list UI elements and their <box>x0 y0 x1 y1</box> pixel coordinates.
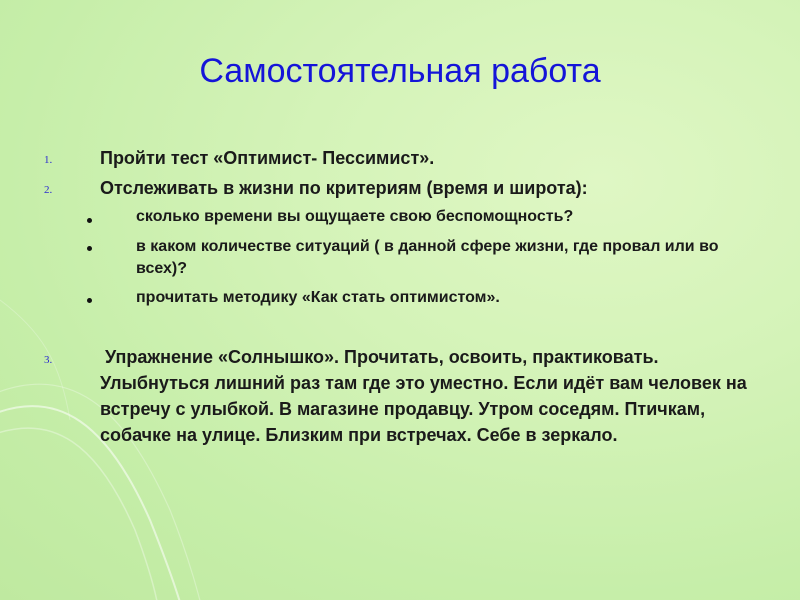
list-number: 3. <box>44 354 53 366</box>
sub-list-item: сколько времени вы ощущаете свою беспомощность? <box>136 208 574 225</box>
list-item: Упражнение «Солнышко». Прочитать, освоить, практиковать. Улыбнуться лишний раз там где это уместно. Если идёт вам человек на встречу с улыбкой. В магазине продавцу. Утром соседям. Птичкам, собачке на улице. Близким при встречах. Себе в зеркало. <box>100 347 752 445</box>
bullet-dot <box>87 218 92 223</box>
sub-list-item: прочитать методику «Как стать оптимистом». <box>136 289 500 306</box>
list-number: 1. <box>44 154 53 166</box>
bullet-dot <box>87 246 92 251</box>
list-item: Пройти тест «Оптимист- Пессимист». <box>100 148 435 168</box>
bullet-dot <box>87 298 92 303</box>
slide-title: Самостоятельная работа <box>199 52 601 90</box>
sub-list-item: в каком количестве ситуаций ( в данной сфере жизни, где провал или во всех)? <box>136 238 719 277</box>
list-number: 2. <box>44 184 53 196</box>
list-item: Отслеживать в жизни по критериям (время и широта): <box>100 178 588 198</box>
